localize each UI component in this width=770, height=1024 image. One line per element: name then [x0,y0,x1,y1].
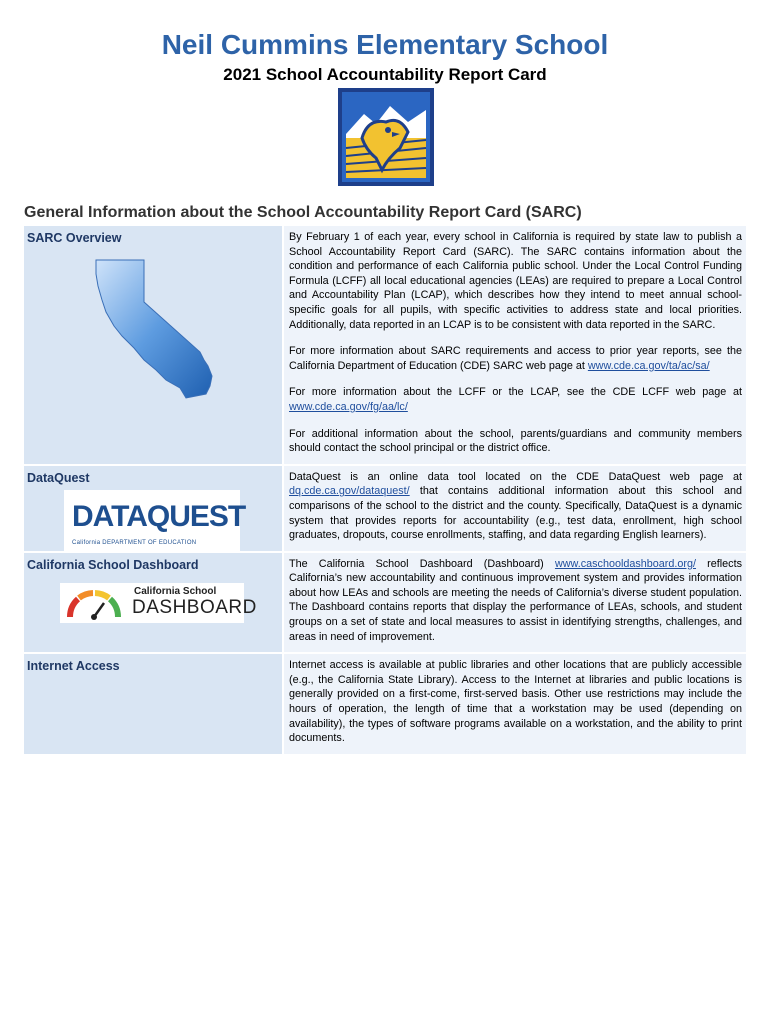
section-heading: General Information about the School Accountability Report Card (SARC) [24,204,582,221]
dataquest-logo-subtitle: California DEPARTMENT OF EDUCATION [72,539,197,546]
lcff-web-page-link[interactable]: www.cde.ca.gov/fg/aa/lc/ [289,400,408,413]
dataquest-text-before: DataQuest is an online data tool located on the CDE DataQuest web page at [289,470,742,483]
california-map-icon [92,256,242,404]
row-body-sarc-overview [284,226,746,464]
dataquest-logo-word: DATAQUEST [72,499,246,533]
dashboard-paragraph [289,557,742,645]
row-label-cell [24,226,282,464]
row-label-dataquest: DataQuest [27,470,90,485]
sarc-paragraph-1: By February 1 of each year, every school in California is required by state law to publish a School Accountability Report Card (SARC). The SARC contains information about the condition and performance of each California public school. Under the Local Control Funding Formula (LCFF) all local educational agencies (LEAs) are required to prepare a Local Control and Accountability Plan (LCAP), which describes how they intend to meet annual school-specific goals for all pupils, with specific activities to address state and local priorities. Additionally, data reported in an LCAP is to be consistent with data reported in the SARC. [289,231,742,331]
row-dataquest [24,466,746,553]
row-label-cell [24,654,282,754]
school-name: Neil Cummins Elementary School [161,29,609,60]
dashboard-text-after: reflects California’s new accountability and continuous improvement system and provides information about how LEAs and schools are meeting the needs of California’s diverse student population. The Dashboard contains reports that display the performance of LEAs, schools, and student groups on a set of state and local measures to assist in identifying strengths, challenges, and areas in need of improvement. [289,557,742,643]
gauge-icon [64,585,124,621]
dashboard-link[interactable]: www.caschooldashboard.org/ [554,557,696,570]
dataquest-paragraph [289,470,742,543]
report-title: 2021 School Accountability Report Card [223,65,547,84]
dashboard-text-before: The California School Dashboard (Dashboard) [289,557,555,570]
row-sarc-overview [24,226,746,466]
row-label-sarc-overview: SARC Overview [27,231,122,245]
row-label-dashboard: California School Dashboard [27,557,199,572]
sarc-paragraph-2 [289,344,742,373]
dashboard-logo-line2: DASHBOARD [132,596,257,618]
row-label-internet-access: Internet Access [27,659,120,674]
sarc-paragraph-3-text: For more information about the LCFF or the LCAP, see the CDE LCFF web page at [289,386,742,399]
row-body-dashboard [284,553,746,653]
dataquest-link[interactable]: dq.cde.ca.gov/dataquest/ [289,485,410,498]
dataquest-logo [64,490,246,558]
internet-access-paragraph: Internet access is available at public libraries and other locations that are publicly accessible (e.g., the California State Library). Access to the Internet at libraries and public locations is generally provided on a first-come, first-served basis. Other use restrictions may include the hours of operation, the length of time that a workstation may be used (depending on availability), the types of software programs available on a workstation, and the ability to print documents. [289,659,742,745]
sarc-paragraph-4: For additional information about the school, parents/guardians and community members should contact the school principal or the district office. [289,427,742,455]
sarc-web-page-link[interactable]: www.cde.ca.gov/ta/ac/sa/ [587,359,710,372]
sarc-paragraph-3 [289,385,742,414]
sarc-paragraph-2-text: For more information about SARC requirements and access to prior year reports, see the California Department of Education (CDE) SARC web page at [289,345,742,372]
dashboard-logo [60,583,257,623]
row-label-cell [24,466,282,551]
cde-seal-logo [338,88,434,186]
dashboard-logo-line1: California School [134,585,217,597]
dataquest-text-after: that contains additional information about this school and comparisons of the school to the district and the county. Specifically, DataQuest is a dynamic system that provides reports for accountability (e.g., test data, enrollment, high school graduates, dropouts, course enrollments, staffing, and data regarding English learners). [289,485,742,542]
row-internet-access [24,654,746,756]
row-body-dataquest [284,466,746,551]
sarc-info-table [24,226,746,756]
row-dashboard [24,553,746,655]
row-label-cell [24,553,282,653]
row-body-internet-access [284,654,746,754]
